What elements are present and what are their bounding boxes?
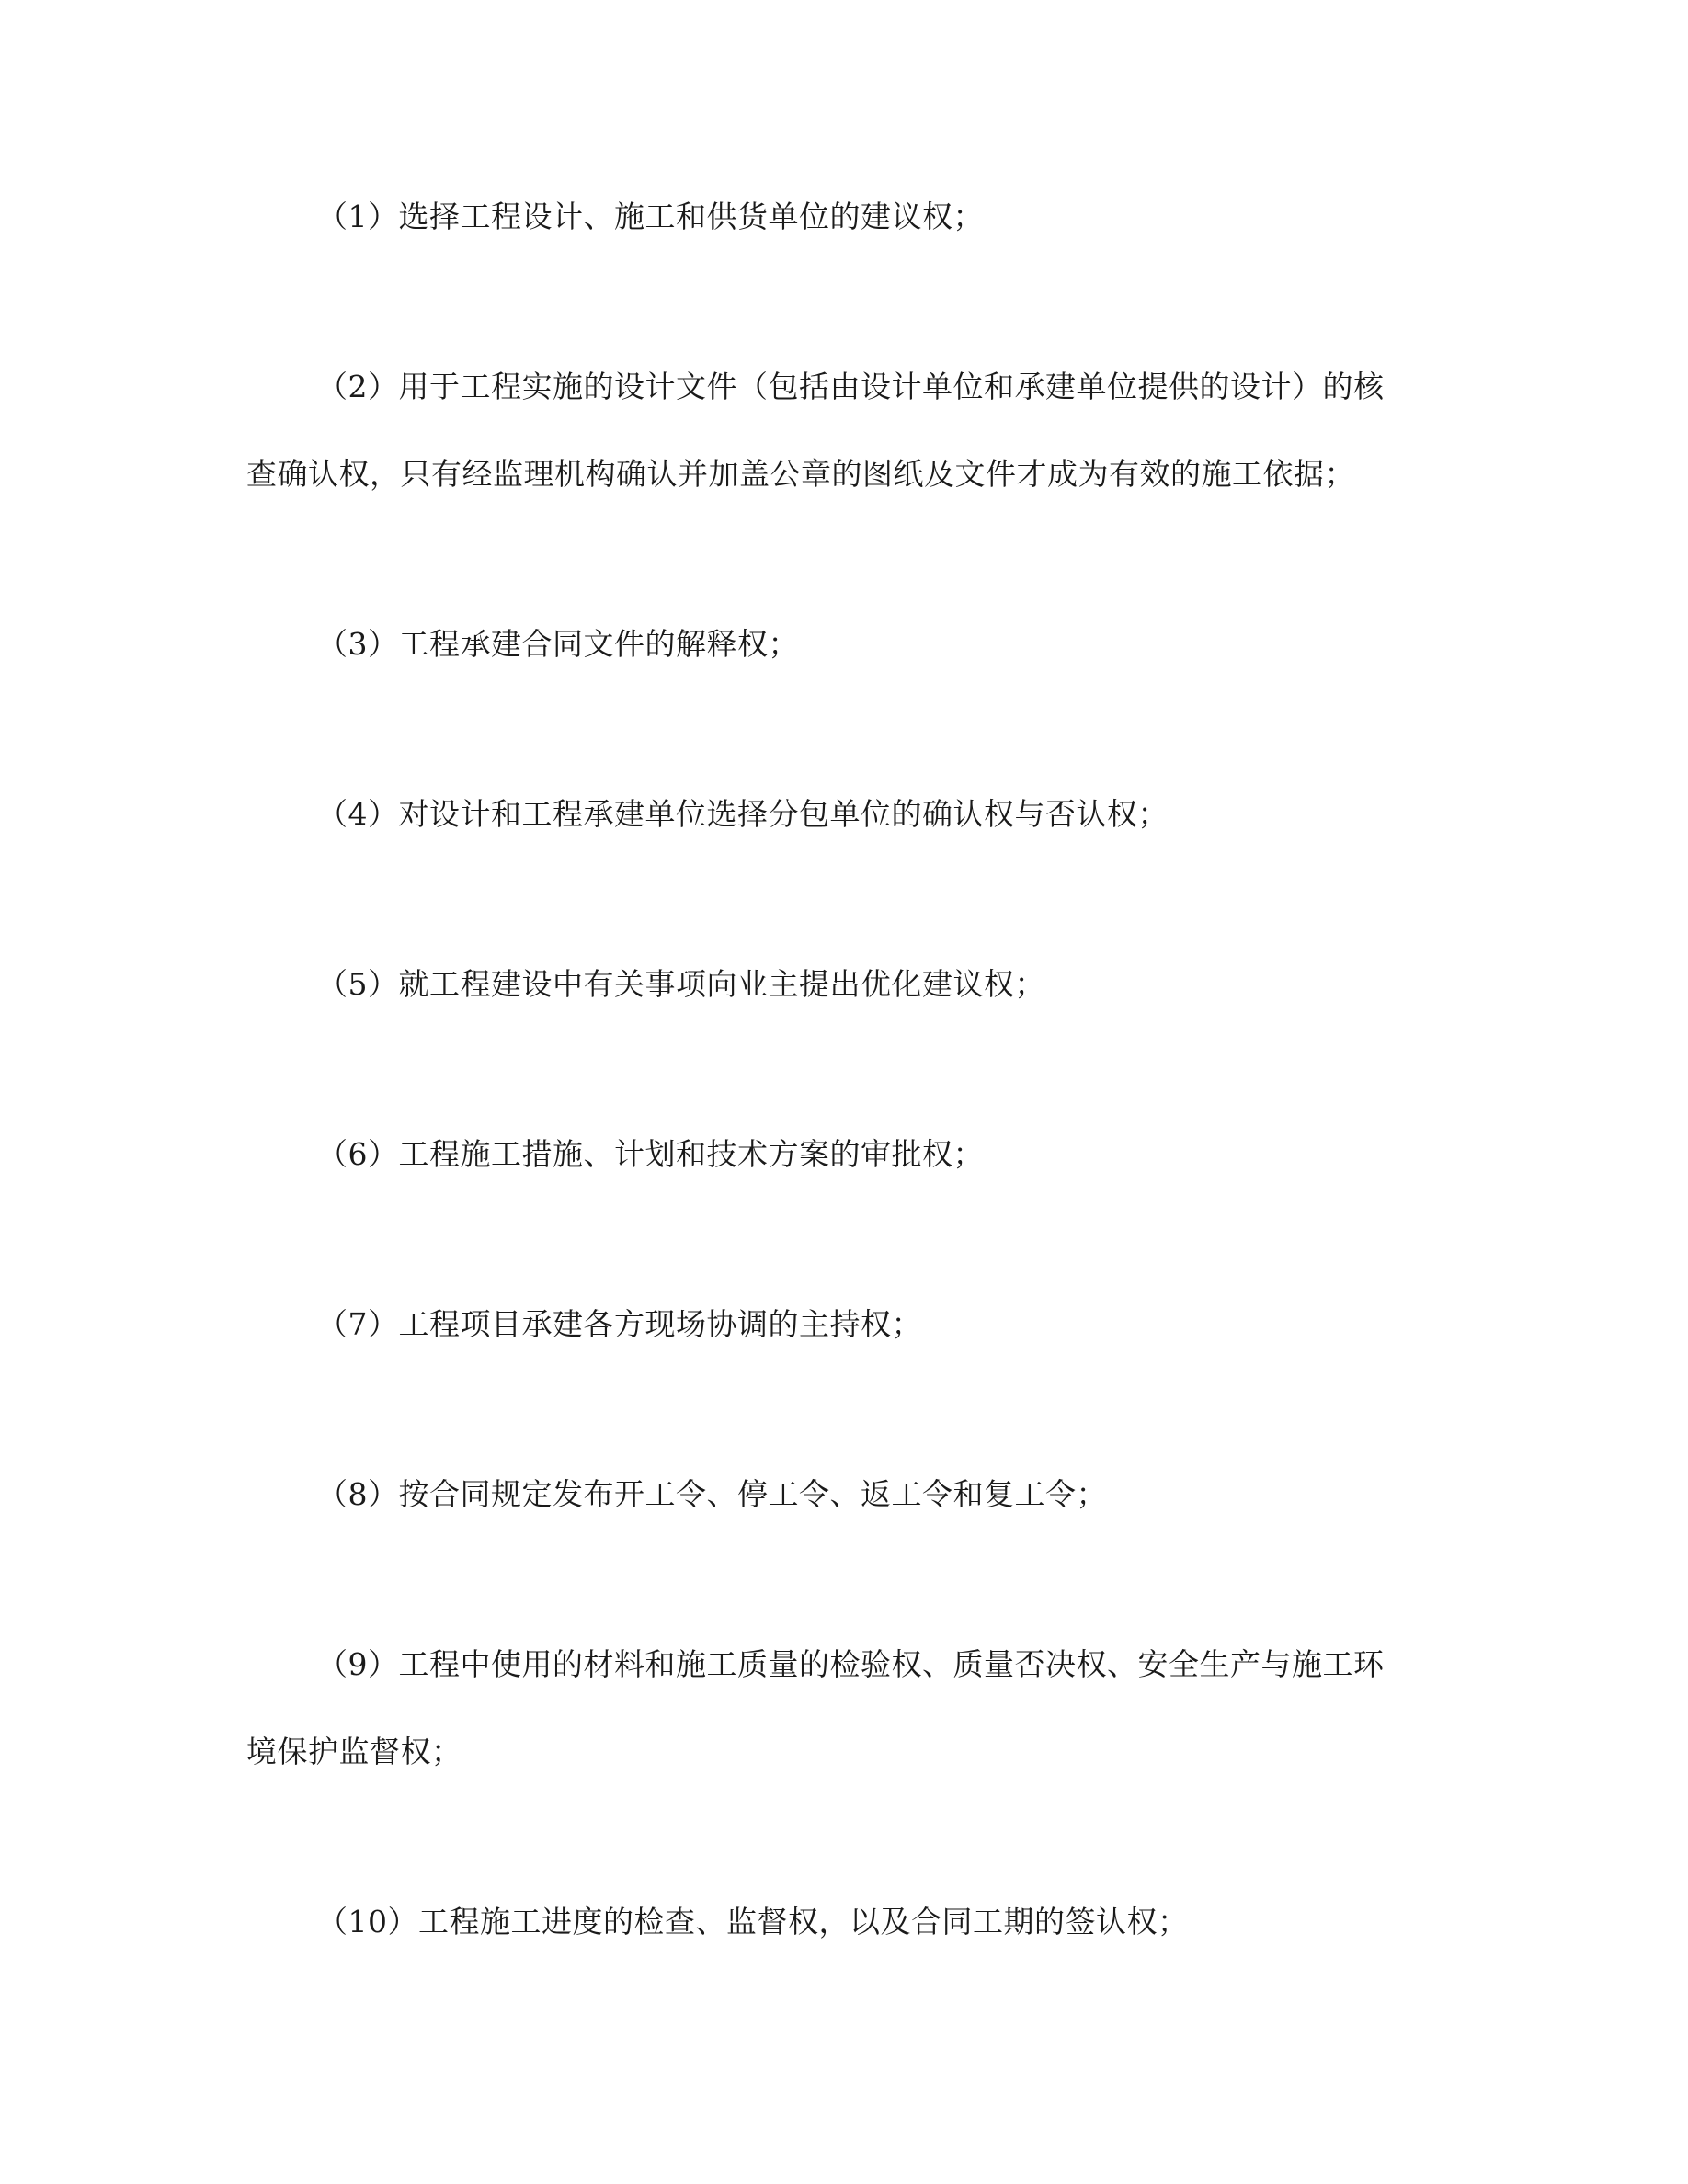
item-1-line-1: （1）选择工程设计、施工和供货单位的建议权； bbox=[317, 199, 984, 234]
item-6-line-1: （6）工程施工措施、计划和技术方案的审批权； bbox=[317, 1136, 984, 1172]
item-10-line-1: （10）工程施工进度的检查、监督权，以及合同工期的签认权； bbox=[317, 1904, 1189, 1939]
item-5-line-1: （5）就工程建设中有关事项向业主提出优化建议权； bbox=[317, 966, 1045, 1002]
item-2-line-2: 查确认权，只有经监理机构确认并加盖公章的图纸及文件才成为有效的施工依据； bbox=[246, 456, 1355, 492]
item-4-line-1: （4）对设计和工程承建单位选择分包单位的确认权与否认权； bbox=[317, 796, 1169, 832]
item-8-line-1: （8）按合同规定发布开工令、停工令、返工令和复工令； bbox=[317, 1476, 1107, 1512]
item-2-line-1: （2）用于工程实施的设计文件（包括由设计单位和承建单位提供的设计）的核 bbox=[317, 369, 1385, 404]
item-9-line-1: （9）工程中使用的材料和施工质量的检验权、质量否决权、安全生产与施工环 bbox=[317, 1646, 1385, 1682]
item-7-line-1: （7）工程项目承建各方现场协调的主持权； bbox=[317, 1306, 922, 1342]
item-9-line-2: 境保护监督权； bbox=[246, 1734, 462, 1769]
item-3-line-1: （3）工程承建合同文件的解释权； bbox=[317, 626, 799, 662]
